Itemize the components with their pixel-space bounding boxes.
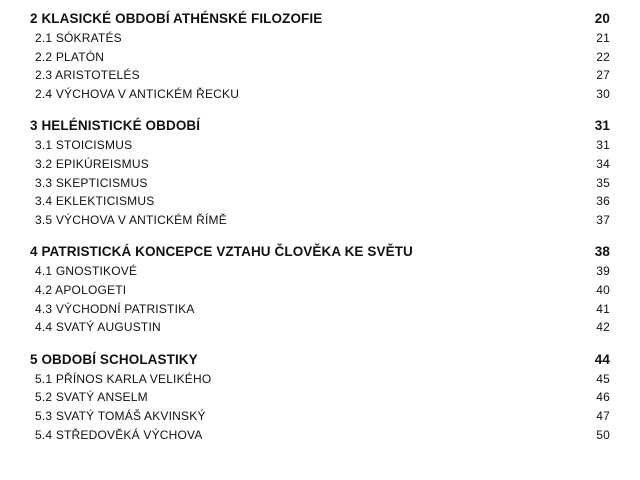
toc-section[interactable] [30,48,610,67]
toc-section[interactable] [30,426,610,445]
chapter-page-number: 31 [594,118,610,134]
toc-section[interactable] [30,318,610,337]
section-page-number: 36 [596,194,610,209]
section-page-number: 34 [596,156,610,171]
section-title: 5.3 SVATÝ TOMÁŠ AKVINSKÝ [35,408,206,423]
toc-section[interactable] [30,136,610,155]
section-title: 5.4 STŘEDOVĚKÁ VÝCHOVA [35,427,203,442]
section-page-number: 47 [596,408,610,423]
chapter-heading[interactable] [30,242,610,262]
section-page-number: 40 [596,282,610,297]
toc-section[interactable] [30,66,610,85]
chapter-title: 5 OBDOBÍ SCHOLASTIKY [30,351,198,367]
section-title: 3.2 EPIKÚREISMUS [35,156,149,171]
chapter-heading[interactable] [30,350,610,370]
toc-section[interactable] [30,281,610,300]
chapter-page-number: 44 [594,351,610,367]
section-title: 5.2 SVATÝ ANSELM [35,390,148,405]
toc-section[interactable] [30,388,610,407]
toc-chapter [30,116,610,229]
section-page-number: 42 [596,320,610,335]
section-title: 3.4 EKLEKTICISMUS [35,194,155,209]
chapter-title: 2 KLASICKÉ OBDOBÍ ATHÉNSKÉ FILOZOFIE [30,11,323,26]
section-title: 2.4 VÝCHOVA V ANTICKÉM ŘECKU [35,86,240,101]
section-title: 4.3 VÝCHODNÍ PATRISTIKA [35,301,195,316]
toc-section[interactable] [30,85,610,104]
section-title: 2.3 ARISTOTELÉS [35,68,140,83]
section-title: 3.1 STOICISMUS [35,138,133,153]
section-title: 4.1 GNOSTIKOVÉ [35,264,138,279]
toc-section[interactable] [30,300,610,319]
section-title: 5.1 PŘÍNOS KARLA VELIKÉHO [35,371,212,386]
chapter-title: 3 HELÉNISTICKÉ OBDOBÍ [30,118,201,134]
section-page-number: 39 [596,264,610,279]
toc-section[interactable] [30,192,610,211]
toc-section[interactable] [30,155,610,174]
chapter-heading[interactable] [30,9,610,29]
chapter-page-number: 20 [594,11,610,26]
section-title: 2.2 PLATÓN [35,49,105,64]
section-page-number: 45 [596,371,610,386]
chapter-heading[interactable] [30,116,610,136]
toc-section[interactable] [30,211,610,230]
toc-section[interactable] [30,407,610,426]
toc-section[interactable] [30,262,610,281]
toc-section[interactable] [30,370,610,389]
section-title: 2.1 SÓKRATÉS [35,31,122,45]
section-page-number: 46 [596,390,610,405]
section-page-number: 41 [596,301,610,316]
toc-chapter [30,9,610,103]
section-title: 4.2 APOLOGETI [35,282,127,297]
table-of-contents [30,9,610,457]
section-page-number: 35 [596,175,610,190]
section-page-number: 50 [596,427,610,442]
toc-section[interactable] [30,174,610,193]
toc-chapter [30,242,610,336]
section-page-number: 37 [596,212,610,227]
section-title: 3.5 VÝCHOVA V ANTICKÉM ŘÍMĚ [35,212,227,227]
section-page-number: 30 [596,86,610,101]
chapter-page-number: 38 [594,244,610,260]
toc-chapter [30,350,610,444]
section-page-number: 21 [596,31,610,45]
chapter-title: 4 PATRISTICKÁ KONCEPCE VZTAHU ČLOVĚKA KE SVĚTU [30,244,413,260]
toc-section[interactable] [30,29,610,48]
section-title: 4.4 SVATÝ AUGUSTIN [35,320,161,335]
section-page-number: 27 [596,68,610,83]
section-page-number: 22 [596,49,610,64]
section-title: 3.3 SKEPTICISMUS [35,175,148,190]
section-page-number: 31 [596,138,610,153]
